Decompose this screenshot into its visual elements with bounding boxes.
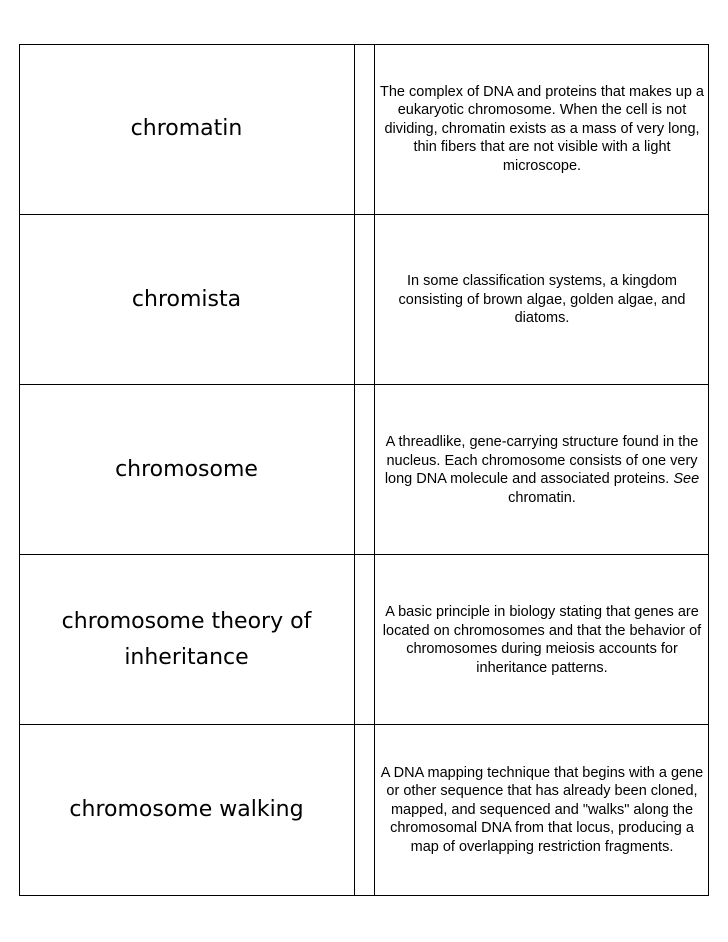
term-chromosome-walking: chromosome walking [69, 797, 304, 822]
definition-chromosome-theory-of-inheritance: A basic principle in biology stating that genes are located on chromosomes and that the behavior of chromosomes during meiosis accounts for inheritance patterns. [382, 604, 702, 676]
term-chromosome-theory-of-inheritance: chromosome theory of inheritance [61, 609, 312, 670]
definition-chromatin: The complex of DNA and proteins that makes up a eukaryotic chromosome. When the cell is not dividing, chromatin exists as a mass of very long, thin fibers that are not visible with a light microscope. [379, 83, 704, 174]
flashcard-row [19, 44, 709, 214]
term-chromista: chromista [131, 287, 242, 312]
definition-chromosome-walking: A DNA mapping technique that begins with a gene or other sequence that has already been cloned, mapped, and sequenced and "walks" along the chromosomal DNA from that locus, producing a map of overlapping restriction fragments. [380, 764, 704, 855]
flashcard-row [19, 214, 709, 384]
definition-chromosome-see: See [673, 471, 700, 487]
flashcard-row [19, 554, 709, 724]
definition-chromosome-text: A threadlike, gene-carrying structure found in the nucleus. Each chromosome consists of one very long DNA molecule and associated proteins. [384, 434, 699, 487]
flashcard-row [19, 384, 709, 554]
definition-chromosome [375, 385, 709, 555]
definition-chromosome-ref: chromatin. [508, 489, 576, 506]
term-chromosome: chromosome [115, 457, 258, 482]
definition-chromista: In some classification systems, a kingdom consisting of brown algae, golden algae, and diatoms. [398, 273, 686, 327]
term-chromatin: chromatin [130, 116, 243, 141]
flashcard-row [19, 724, 709, 894]
